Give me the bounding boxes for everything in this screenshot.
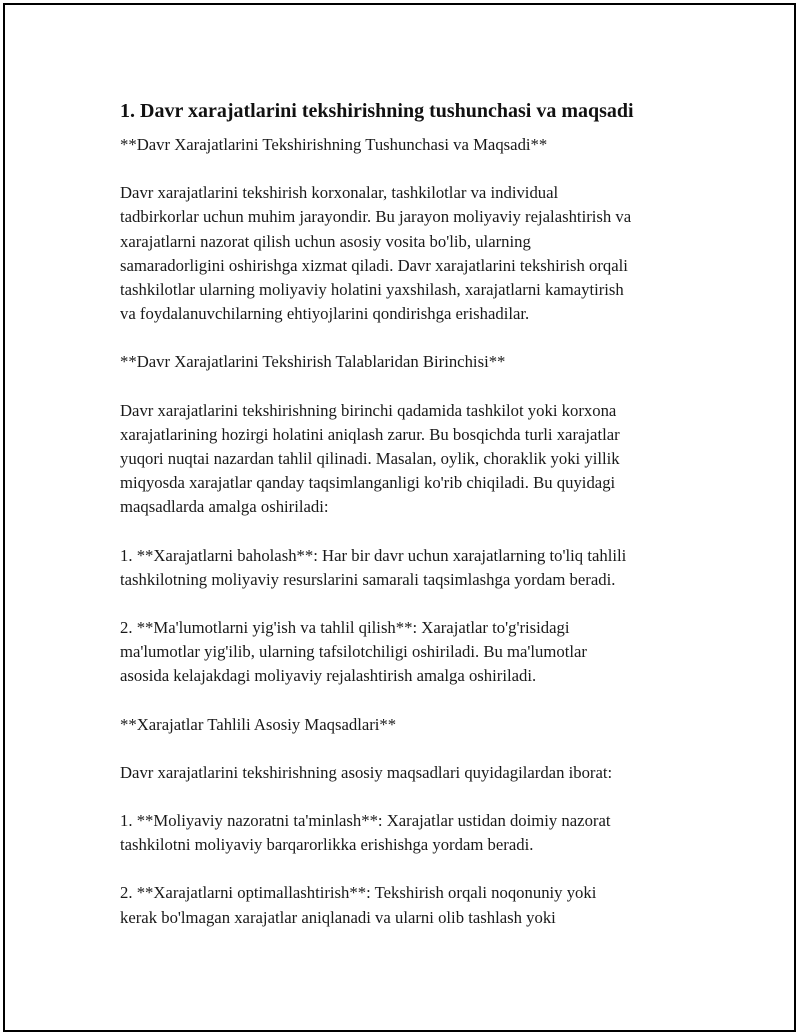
text-line: tadbirkorlar uchun muhim jarayondir. Bu jarayon moliyaviy rejalashtirish va	[120, 207, 632, 227]
text-line: 1. **Xarajatlarni baholash**: Har bir davr uchun xarajatlarning to'liq tahlili	[120, 545, 627, 565]
text-line: ma'lumotlar yig'ilib, ularning tafsilotchiligi oshiriladi. Bu ma'lumotlar	[120, 642, 587, 662]
text-line: samaradorligini oshirishga xizmat qiladi. Davr xarajatlarini tekshirish orqali	[120, 255, 628, 275]
text-line: tashkilotning moliyaviy resurslarini samarali taqsimlashga yordam beradi.	[120, 569, 616, 589]
text-line: tashkilotni moliyaviy barqarorlikka erishishga yordam beradi.	[120, 835, 534, 855]
text-line: 2. **Ma'lumotlarni yig'ish va tahlil qilish**: Xarajatlar to'g'risidagi	[120, 618, 570, 638]
text-line: 2. **Xarajatlarni optimallashtirish**: Tekshirish orqali noqonuniy yoki	[120, 883, 597, 903]
text-line: maqsadlarda amalga oshiriladi:	[120, 497, 329, 517]
document-content	[120, 95, 710, 954]
paragraph-block	[120, 181, 710, 326]
text-line: yuqori nuqtai nazardan tahlil qilinadi. Masalan, oylik, choraklik yoki yillik	[120, 449, 620, 469]
text-line: **Davr Xarajatlarini Tekshirishning Tushunchasi va Maqsadi**	[120, 135, 548, 154]
text-line: tashkilotlar ularning moliyaviy holatini yaxshilash, xarajatlarni kamaytirish	[120, 280, 624, 300]
text-line: miqyosda xarajatlar qanday taqsimlanganligi ko'rib chiqiladi. Bu quyidagi	[120, 473, 616, 493]
subheading-block	[120, 133, 710, 157]
list-item-block	[120, 809, 710, 857]
paragraph-block	[120, 399, 710, 520]
text-line: kerak bo'lmagan xarajatlar aniqlanadi va ularni olib tashlash yoki	[120, 907, 556, 927]
text-line: va foydalanuvchilarning ehtiyojlarini qondirishga erishadilar.	[120, 304, 530, 324]
text-line: **Davr Xarajatlarini Tekshirish Talablaridan Birinchisi**	[120, 352, 506, 372]
text-line: xarajatlarni nazorat qilish uchun asosiy vosita bo'lib, ularning	[120, 231, 531, 251]
document-title: 1. Davr xarajatlarini tekshirishning tushunchasi va maqsadi	[120, 100, 634, 122]
text-line: 1. **Moliyaviy nazoratni ta'minlash**: Xarajatlar ustidan doimiy nazorat	[120, 811, 611, 831]
text-line: asosida kelajakdagi moliyaviy rejalashtirish amalga oshiriladi.	[120, 666, 537, 686]
paragraph-block	[120, 761, 710, 785]
text-line: Davr xarajatlarini tekshirishning birinchi qadamida tashkilot yoki korxona	[120, 400, 617, 420]
document-body	[120, 133, 710, 930]
list-item-block	[120, 544, 710, 592]
text-line: Davr xarajatlarini tekshirish korxonalar, tashkilotlar va individual	[120, 183, 559, 203]
page-frame	[3, 3, 796, 1032]
text-line: Davr xarajatlarini tekshirishning asosiy maqsadlari quyidagilardan iborat:	[120, 762, 613, 782]
text-line: **Xarajatlar Tahlili Asosiy Maqsadlari**	[120, 714, 397, 734]
list-item-block	[120, 616, 710, 689]
subheading-block	[120, 713, 710, 737]
subheading-block	[120, 350, 710, 374]
list-item-block	[120, 881, 710, 929]
text-line: xarajatlarining hozirgi holatini aniqlash zarur. Bu bosqichda turli xarajatlar	[120, 424, 620, 444]
